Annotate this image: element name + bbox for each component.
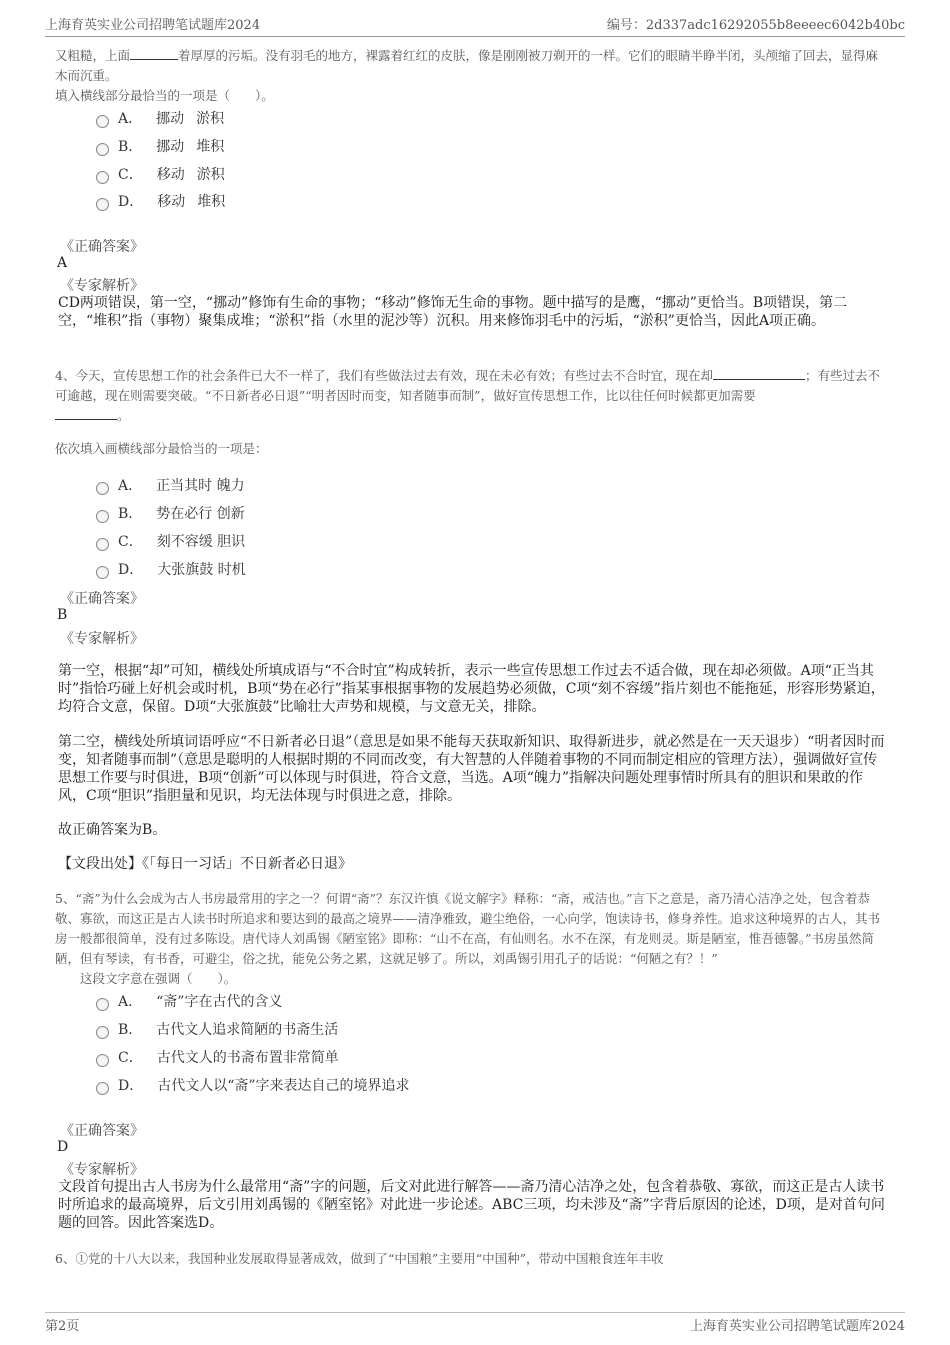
q4-option-d[interactable]: D． 大张旗鼓 时机	[96, 559, 246, 579]
q4-option-c[interactable]: C． 刻不容缓 胆识	[96, 531, 245, 551]
radio-icon[interactable]	[96, 143, 109, 156]
q5-option-b[interactable]: B． 古代文人追求简陋的书斋生活	[96, 1019, 338, 1039]
header-title: 上海育英实业公司招聘笔试题库2024	[45, 18, 261, 33]
q4-answer-label: 《正确答案》	[60, 591, 144, 607]
q4-answer: B	[57, 607, 68, 623]
q3-passage: 又粗糙，上面 着厚厚的污垢。没有羽毛的地方，裸露着红红的皮肤，像是刚刚被刀剃开的一样。它们的眼睛半睁半闭，头颅缩了回去，显得麻木而沉重。	[55, 48, 879, 83]
q4-passage: 4、今天，宣传思想工作的社会条件已大不一样了，我们有些做法过去有效，现在未必有效；有些过去不合时宜，现在却 ；有些过去不可逾越，现在则需要突破。“不日新者必日退”“明者因时而变，知者随事而制”，做好宣传思想工作，比以往任何时候都更加需要 。	[55, 368, 880, 423]
q5-answer: D	[57, 1139, 69, 1155]
q5-passage: 5、“斋”为什么会成为古人书房最常用的字之一？何谓“斋”？东汉许慎《说文解字》释称：“斋，戒洁也。”言下之意是，斋乃清心洁净之处，包含着恭敬、寡欲，而这正是古人读书时所追求和要达到的最高之境界——清净雅致，避尘绝俗，一心向学，饱读诗书，修身养性。追求这种境界的古人，其书房一般都很简单，没有过多陈设。唐代诗人刘禹锡《陋室铭》即称：“山不在高，有仙则名。水不在深，有龙则灵。斯是陋室，惟吾德馨。”书房虽然简陋，但有琴读，有书香，可避尘，俗之扰，能免公务之累，这就足够了。所以，刘禹锡引用孔子的话说：“何陋之有？！”	[55, 891, 881, 966]
q5-answer-label: 《正确答案》	[60, 1123, 144, 1139]
q3-prompt: 填入横线部分最恰当的一项是（ ）。	[55, 88, 274, 103]
radio-icon[interactable]	[96, 1054, 109, 1067]
q3-blank	[130, 59, 178, 60]
q6-passage: 6、①党的十八大以来，我国种业发展取得显著成效，做到了“中国粮”主要用“中国种”，带动中国粮食连年丰收	[55, 1251, 664, 1266]
q4-option-a[interactable]: A． 正当其时 魄力	[96, 475, 245, 495]
radio-icon[interactable]	[96, 538, 109, 551]
q5-prompt: 这段文字意在强调（ ）。	[80, 971, 237, 986]
q4-analysis-p2: 第二空，横线处所填词语呼应“不日新者必日退”（意思是如果不能每天获取新知识、取得新进步，就必然是在一天天退步）“明者因时而变，知者随事而制”（意思是聪明的人根据时期的不同而改变，有大智慧的人伴随着事物的不同而制定相应的管理方法），强调做好宣传思想工作要与时俱进，B项“创新”可以体现与时俱进，符合文意，当选。A项“魄力”指解决问题处理事情时所具有的胆识和果敢的作风，C项“胆识”指胆量和见识，均无法体现与时俱进之意，排除。	[58, 734, 885, 804]
q3-answer-label: 《正确答案》	[60, 239, 144, 255]
q5-option-c[interactable]: C． 古代文人的书斋布置非常简单	[96, 1047, 339, 1067]
q5-analysis-label: 《专家解析》	[60, 1162, 144, 1178]
footer-page-number: 第2页	[45, 1319, 80, 1334]
radio-icon[interactable]	[96, 482, 109, 495]
radio-icon[interactable]	[96, 198, 109, 211]
q5-option-a[interactable]: A． “斋”字在古代的含义	[96, 991, 282, 1011]
page-header	[45, 14, 905, 37]
radio-icon[interactable]	[96, 998, 109, 1011]
q3-answer: A	[57, 255, 68, 271]
q3-option-d[interactable]: D． 移动 堆积	[96, 191, 225, 211]
footer-title: 上海育英实业公司招聘笔试题库2024	[689, 1319, 905, 1334]
q3-option-a[interactable]: A． 挪动 淤积	[96, 108, 224, 128]
header-doc-id: 编号：2d337adc16292055b8eeeec6042b40bc	[606, 18, 905, 33]
radio-icon[interactable]	[96, 171, 109, 184]
q4-analysis-p1: 第一空，根据“却”可知，横线处所填成语与“不合时宜”构成转折，表示一些宣传思想工作过去不适合做，现在却必须做。A项“正当其时”指恰巧碰上好机会或时机，B项“势在必行”指某事根据事物的发展趋势必须做，C项“刻不容缓”指片刻也不能拖延，形容形势紧迫，均符合文意，保留。D项“大张旗鼓”比喻壮大声势和规模，与文意无关，排除。	[58, 663, 885, 715]
q4-blank-2	[55, 419, 117, 420]
q4-analysis-label: 《专家解析》	[60, 631, 144, 647]
q3-analysis: CD两项错误，第一空，“挪动”修饰有生命的事物；“移动”修饰无生命的事物。题中描写的是鹰，“挪动”更恰当。B项错误，第二空，“堆积”指（事物）聚集成堆；“淤积”指（水里的泥沙等）沉积。用来修饰羽毛中的污垢，“淤积”更恰当，因此A项正确。	[58, 295, 848, 329]
q3-analysis-label: 《专家解析》	[60, 278, 144, 294]
q4-blank-1	[713, 379, 805, 380]
q5-option-d[interactable]: D． 古代文人以“斋”字来表达自己的境界追求	[96, 1075, 410, 1095]
radio-icon[interactable]	[96, 115, 109, 128]
page-footer	[45, 1312, 905, 1337]
radio-icon[interactable]	[96, 510, 109, 523]
q3-option-b[interactable]: B． 挪动 堆积	[96, 136, 224, 156]
q5-analysis: 文段首句提出古人书房为什么最常用“斋”字的问题，后文对此进行解答——斋乃清心洁净之处，包含着恭敬、寡欲，而这正是古人读书时所追求的最高境界，后文引用刘禹锡的《陋室铭》对此进一步论述。ABC三项，均未涉及“斋”字背后原因的论述，D项，是对首句问题的回答。因此答案选D。	[58, 1179, 885, 1231]
q4-prompt: 依次填入画横线部分最恰当的一项是：	[55, 441, 268, 456]
q4-analysis-p3: 故正确答案为B。	[58, 822, 167, 838]
q3-option-c[interactable]: C． 移动 淤积	[96, 164, 225, 184]
radio-icon[interactable]	[96, 1082, 109, 1095]
q4-source: 【文段出处】《「每日一习话」不日新者必日退》	[58, 856, 352, 872]
q4-option-b[interactable]: B． 势在必行 创新	[96, 503, 245, 523]
radio-icon[interactable]	[96, 1026, 109, 1039]
radio-icon[interactable]	[96, 566, 109, 579]
